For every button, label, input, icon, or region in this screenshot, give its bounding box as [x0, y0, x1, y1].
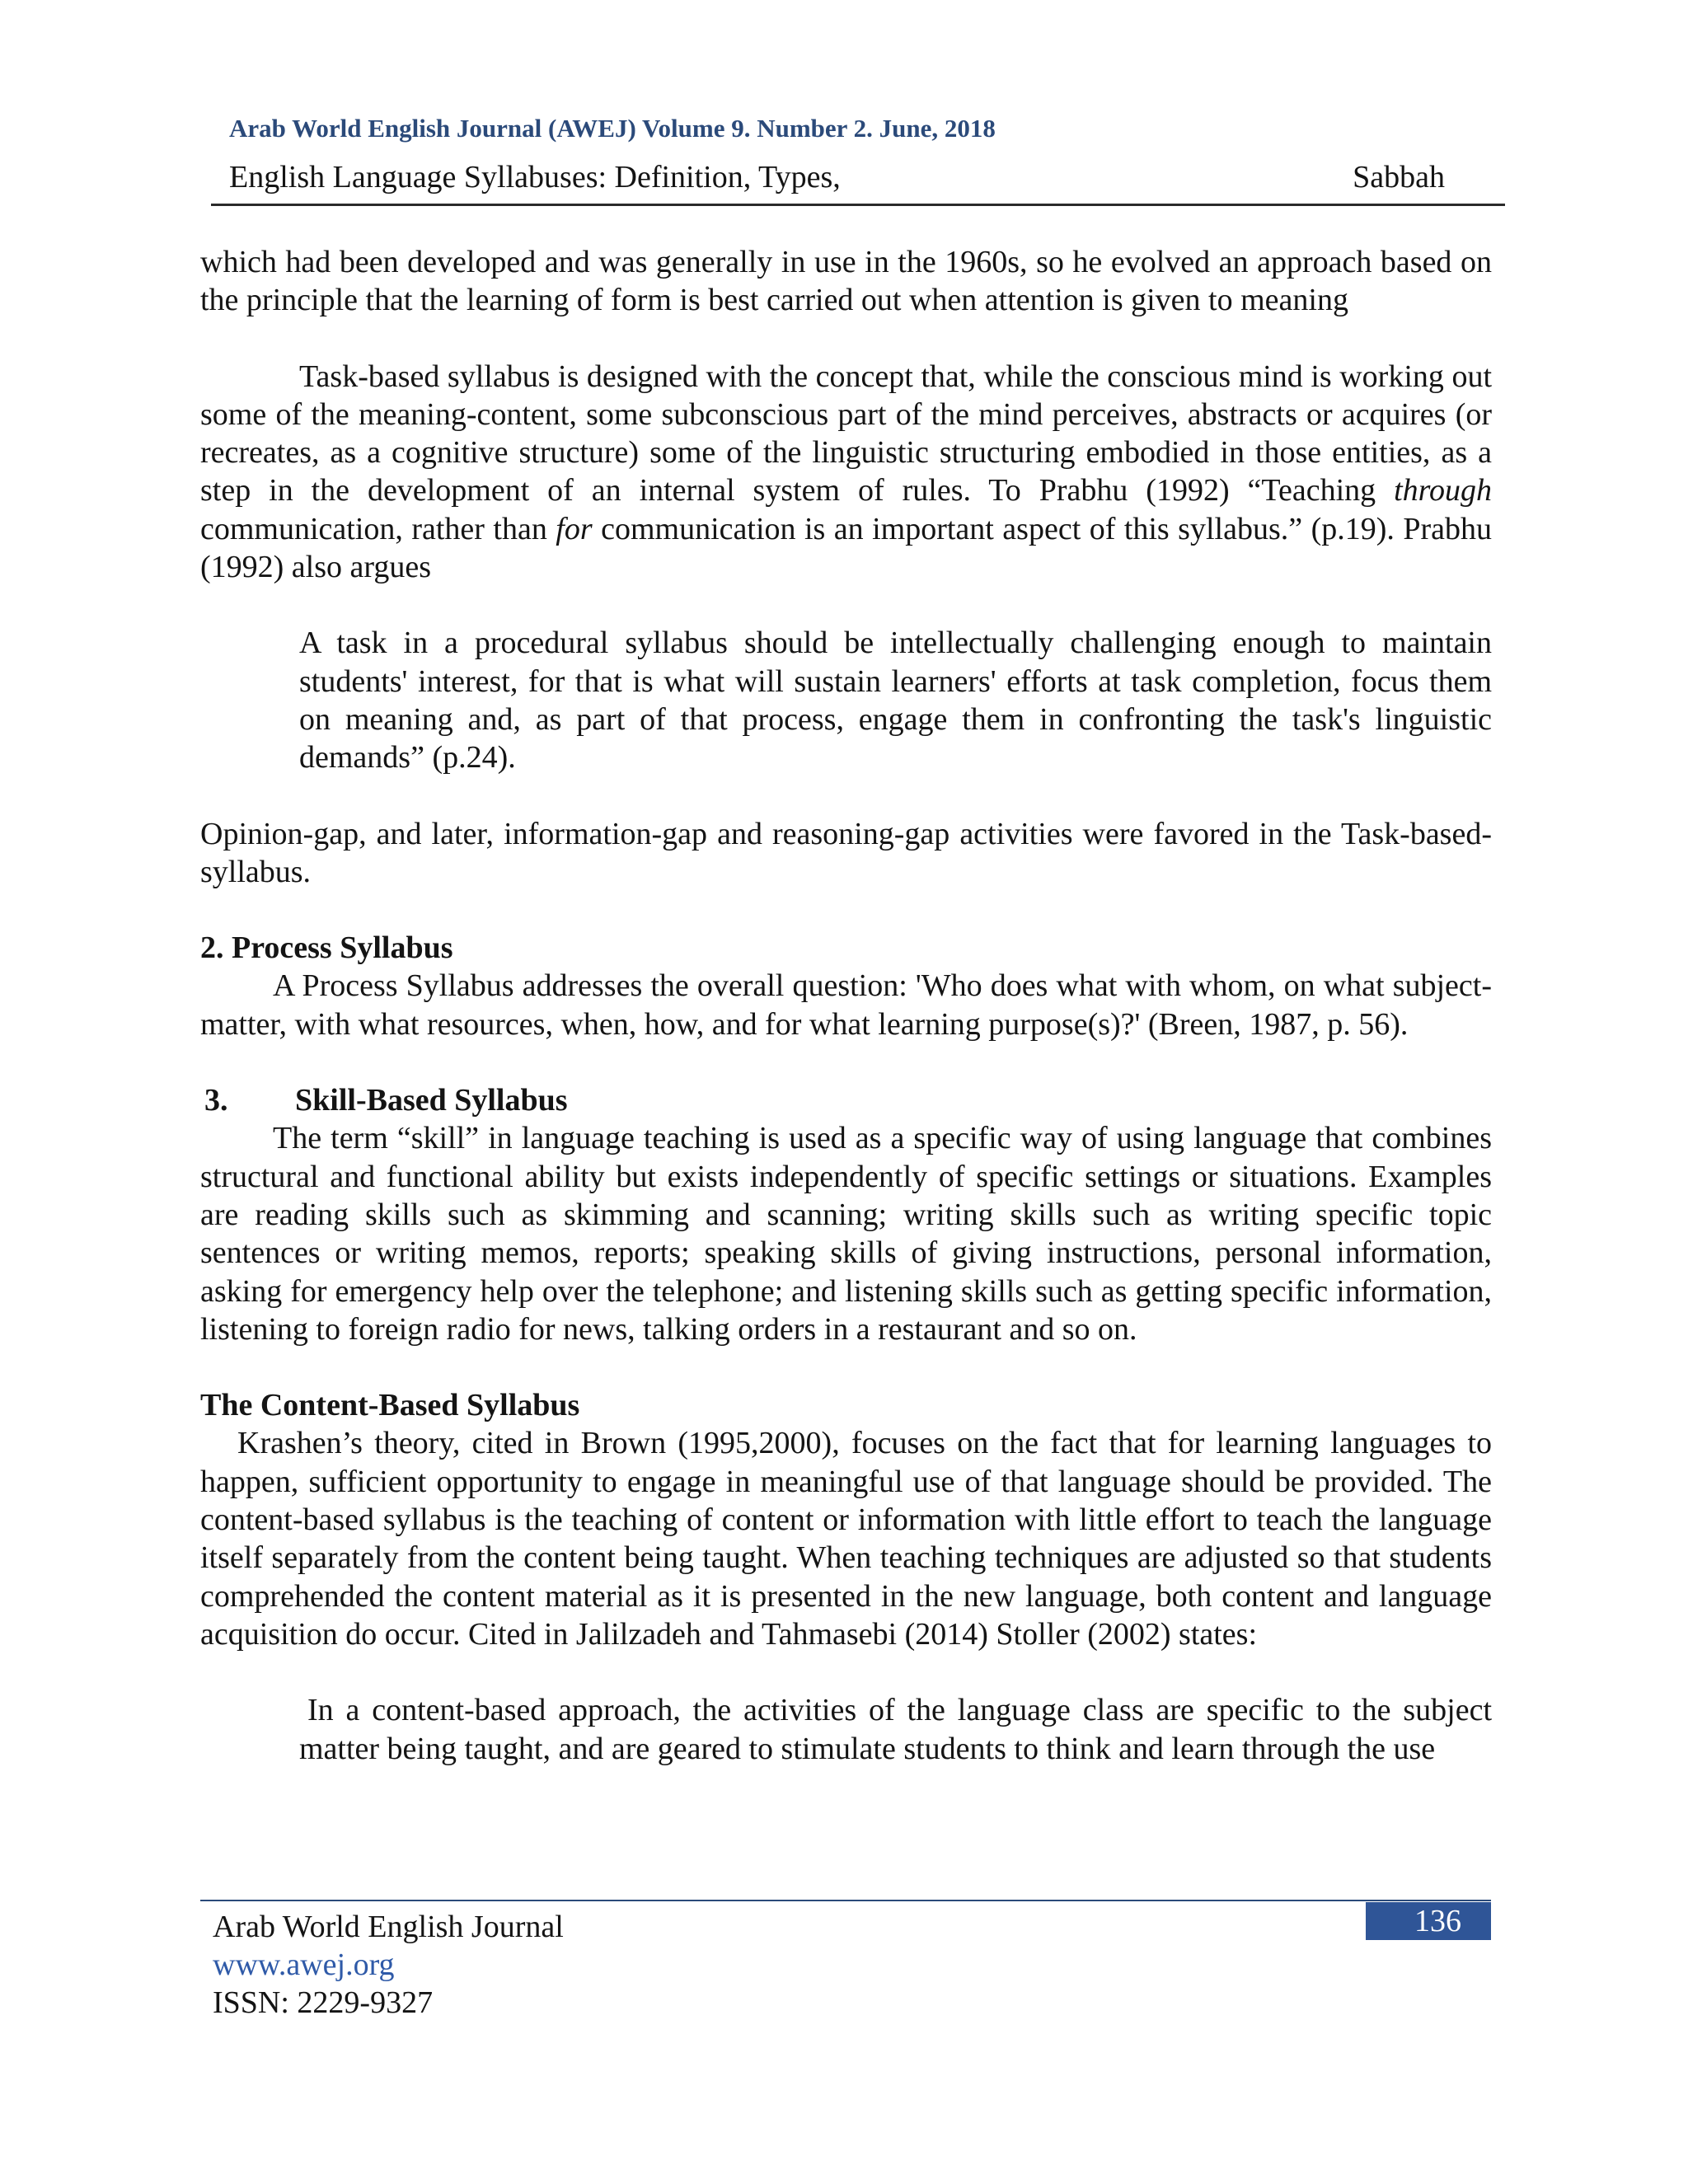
emphasis: for — [556, 511, 593, 546]
section-number: 3. — [204, 1083, 228, 1118]
footer-issn: ISSN: 2229-9327 — [213, 1985, 434, 2020]
paragraph: The term “skill” in language teaching is used as a specific way of using language that combines structural and functional ability but exists independently of specific settings or situations. Examples are reading skills such as skimming and scanning; writing skills such as writing specific topic sentences or writing memos, reports; speaking skills of giving instructions, personal information, asking for emergency help over the telephone; and listening skills such as getting specific information, listening to foreign radio for news, talking orders in a restaurant and so on. — [200, 1121, 1492, 1347]
emphasis: through — [1394, 473, 1492, 509]
article-title: English Language Syllabuses: Definition, Types, — [229, 160, 841, 194]
block-quote: In a content-based approach, the activities of the language class are specific to the subject matter being taught, and are geared to stimulate students to think and learn through the use — [299, 1693, 1492, 1766]
section-heading: 2. Process Syllabus — [200, 930, 453, 966]
section-heading: 3. Skill-Based Syllabus — [200, 1081, 1492, 1119]
paragraph: Krashen’s theory, cited in Brown (1995,2000), focuses on the fact that for learning languages to happen, sufficient opportunity to engage in meaningful use of that language should be provided. The content-based syllabus is the teaching of content or information with little effort to teach the language itself separately from the content being taught. When teaching techniques are adjusted so that students comprehended the content material as it is presented in the new language, both content and language acquisition do occur. Cited in Jalilzadeh and Tahmasebi (2014) Stoller (2002) states: — [200, 1426, 1492, 1652]
running-title — [229, 159, 1445, 195]
footer-link[interactable]: www.awej.org — [213, 1947, 395, 1982]
section-heading: The Content-Based Syllabus — [200, 1388, 580, 1423]
header-divider — [211, 204, 1505, 206]
block-quote: A task in a procedural syllabus should be intellectually challenging enough to maintain students' interest, for that is what will sustain learners' efforts at task completion, focus them on meaning and, as part of that process, engage them in confronting the task's linguistic demands” (p.24). — [299, 626, 1492, 776]
page-number-badge: 136 — [1366, 1902, 1491, 1940]
author-name: Sabbah — [1353, 160, 1445, 194]
paragraph: Task-based syllabus is designed with the concept that, while the conscious mind is working out some of the meaning-content, some subconscious part of the mind perceives, abstracts or acquires (or recreates, as a cognitive structure) some of the linguistic structuring embodied in those entities, as a step in the development of an internal system of rules. To Prabhu (1992) “Teaching through communication, rather than for communication is an important aspect of this syllabus.” (p.19). Prabhu (1992) also argues — [200, 359, 1492, 585]
journal-header: Arab World English Journal (AWEJ) Volume 9. Number 2. June, 2018 — [229, 114, 996, 143]
paragraph: A Process Syllabus addresses the overall question: 'Who does what with whom, on what subject- matter, with what resources, when, how, and for what learning purpose(s)?' (Breen, 1987, p. 56). — [200, 968, 1492, 1042]
footer-journal-name: Arab World English Journal — [213, 1910, 564, 1944]
footer-divider — [200, 1900, 1491, 1901]
body-text — [200, 243, 1492, 1768]
paragraph: Opinion-gap, and later, information-gap and reasoning-gap activities were favored in the Task-based-syllabus. — [200, 816, 1492, 889]
paragraph: which had been developed and was generally in use in the 1960s, so he evolved an approach based on the principle that the learning of form is best carried out when attention is given to meaning — [200, 245, 1492, 318]
